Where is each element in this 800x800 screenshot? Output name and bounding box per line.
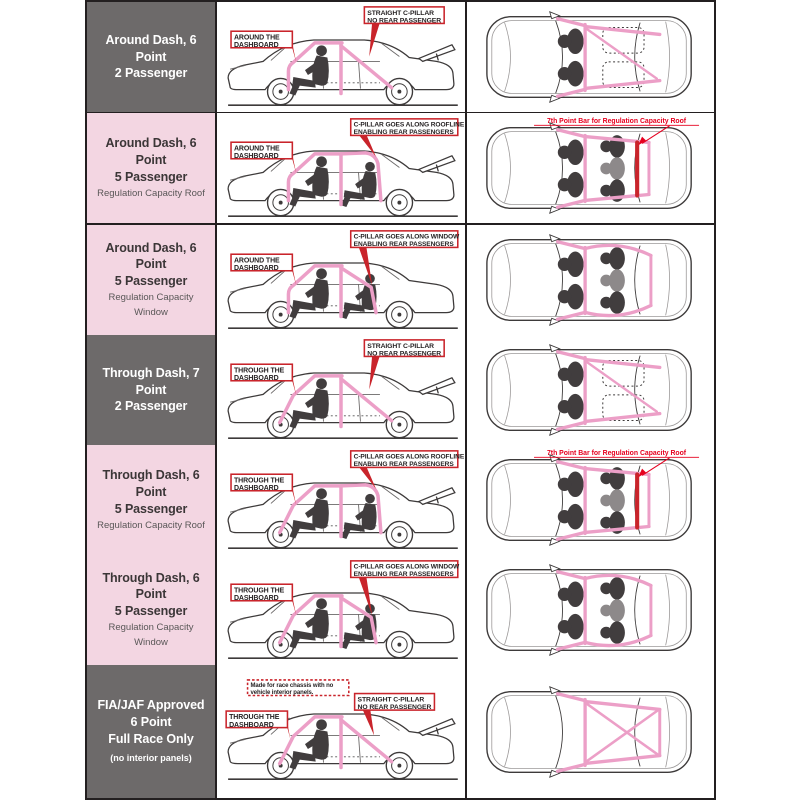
top-view-cell <box>467 555 714 665</box>
callout-c-pillar-text: C-PILLAR GOES ALONG WINDOW <box>353 563 460 571</box>
callout-c-pillar-text: C-PILLAR GOES ALONG WINDOW <box>353 233 460 241</box>
rear-wing <box>419 377 455 394</box>
top-view-cell <box>467 2 714 112</box>
side-view-cell <box>217 335 467 445</box>
config-row <box>87 445 714 555</box>
row-label <box>87 335 217 445</box>
rear-wing <box>419 44 455 61</box>
top-view-cell <box>467 225 714 335</box>
rear-wing <box>419 155 455 172</box>
side-view-illustration <box>217 3 465 112</box>
top-view-illustration <box>471 2 711 112</box>
row-subtitle: Regulation Capacity Window <box>108 292 194 319</box>
callout-c-pillar-text: ENABLING REAR PASSENGERS <box>353 240 454 248</box>
top-view-illustration <box>471 445 711 555</box>
top-view-illustration <box>471 113 711 223</box>
row-title-line: Through Dash, 6 Point <box>102 468 200 499</box>
top-view-cell <box>467 335 714 445</box>
callout-c-pillar-text: STRAIGHT C-PILLAR <box>357 696 425 704</box>
row-title-line: 2 Passenger <box>114 66 188 81</box>
config-table <box>85 0 716 800</box>
top-view-illustration <box>471 225 711 335</box>
callout-dashboard-text: DASHBOARD <box>233 594 279 602</box>
callout-dashboard-text: AROUND THE <box>233 256 280 264</box>
callout-dashboard-text: AROUND THE <box>233 33 280 41</box>
side-view-illustration <box>217 446 465 555</box>
callout-c-pillar-text: STRAIGHT C-PILLAR <box>367 9 434 17</box>
race-chassis-note-text: Made for race chassis with no <box>250 683 334 690</box>
side-view-cell <box>217 225 467 335</box>
config-row <box>87 2 714 113</box>
top-view-illustration <box>471 555 711 665</box>
top-view-illustration <box>471 335 711 445</box>
side-view-illustration <box>217 556 465 665</box>
side-view-cell <box>217 113 467 223</box>
row-label <box>87 665 217 798</box>
config-row <box>87 555 714 665</box>
callout-dashboard-text: DASHBOARD <box>233 264 279 272</box>
callout-dashboard-text: THROUGH THE <box>233 366 285 374</box>
callout-dashboard-text: THROUGH THE <box>233 586 285 594</box>
row-label <box>87 445 217 555</box>
callout-dashboard-text: DASHBOARD <box>233 41 279 49</box>
seventh-point-note-text: 7th Point Bar for Regulation Capacity Roof <box>546 449 686 457</box>
seventh-point-note-text: 7th Point Bar for Regulation Capacity Roof <box>546 117 686 125</box>
config-row <box>87 225 714 335</box>
callout-c-pillar-text: ENABLING REAR PASSENGERS <box>353 460 454 468</box>
callout-c-pillar-text: NO REAR PASSENGER <box>357 704 432 712</box>
callout-dashboard-text: THROUGH THE <box>233 476 285 484</box>
config-row <box>87 665 714 798</box>
row-subtitle: Regulation Capacity Roof <box>97 187 205 199</box>
callout-dashboard-text: DASHBOARD <box>229 722 274 730</box>
side-view-cell <box>217 555 467 665</box>
side-view-illustration <box>217 114 465 223</box>
side-view-illustration <box>217 226 465 335</box>
side-view-cell <box>217 2 467 112</box>
race-chassis-note-text: vehicle interior panels. <box>250 689 314 696</box>
row-title-line: 6 Point <box>130 715 172 730</box>
row-label <box>87 225 217 335</box>
rear-wing <box>419 719 455 736</box>
row-title-line: Through Dash, 6 Point <box>102 570 200 602</box>
top-view-cell <box>467 113 714 223</box>
callout-c-pillar-text: C-PILLAR GOES ALONG ROOFLINE <box>353 121 465 129</box>
callout-c-pillar-text: ENABLING REAR PASSENGERS <box>353 570 454 578</box>
callout-c-pillar-text: C-PILLAR GOES ALONG ROOFLINE <box>353 453 465 461</box>
callout-c-pillar-text: NO REAR PASSENGER <box>367 16 442 24</box>
callout-dashboard-text: DASHBOARD <box>233 152 279 160</box>
side-view-illustration <box>217 336 465 445</box>
row-title-line: Around Dash, 6 Point <box>105 32 197 64</box>
row-subtitle: Regulation Capacity Window <box>108 622 194 649</box>
callout-dashboard-text: DASHBOARD <box>233 374 279 382</box>
row-label <box>87 2 217 112</box>
top-view-cell <box>467 665 714 798</box>
row-label <box>87 113 217 223</box>
row-title-line: 5 Passenger <box>114 274 188 289</box>
row-subtitle: Regulation Capacity Roof <box>97 519 205 531</box>
side-view-illustration <box>217 677 465 786</box>
rear-wing <box>419 487 455 504</box>
row-title-line: 5 Passenger <box>114 604 188 619</box>
config-row <box>87 113 714 225</box>
callout-c-pillar-text: ENABLING REAR PASSENGERS <box>353 128 454 136</box>
callout-dashboard-text: DASHBOARD <box>233 484 279 492</box>
config-row <box>87 335 714 445</box>
callout-dashboard-text: THROUGH THE <box>229 714 280 722</box>
row-title-line: 5 Passenger <box>114 501 188 516</box>
callout-c-pillar-text: NO REAR PASSENGER <box>367 349 442 357</box>
row-title-line: Through Dash, 7 Point <box>102 365 200 397</box>
callout-dashboard-text: AROUND THE <box>233 144 280 152</box>
row-title-line: 2 Passenger <box>114 399 188 414</box>
row-title-line: FIA/JAF Approved <box>97 698 205 713</box>
top-view-cell <box>467 445 714 555</box>
side-view-cell <box>217 445 467 555</box>
race-chassis-note <box>248 680 349 696</box>
row-subtitle: (no interior panels) <box>110 753 192 764</box>
callout-c-pillar-text: STRAIGHT C-PILLAR <box>367 342 434 350</box>
row-title-line: Full Race Only <box>108 732 194 747</box>
row-label <box>87 555 217 665</box>
row-title-line: Around Dash, 6 Point <box>105 240 197 272</box>
side-view-cell <box>217 665 467 798</box>
row-title-line: Around Dash, 6 Point <box>105 136 197 167</box>
top-view-illustration <box>471 677 711 787</box>
row-title-line: 5 Passenger <box>114 169 188 184</box>
